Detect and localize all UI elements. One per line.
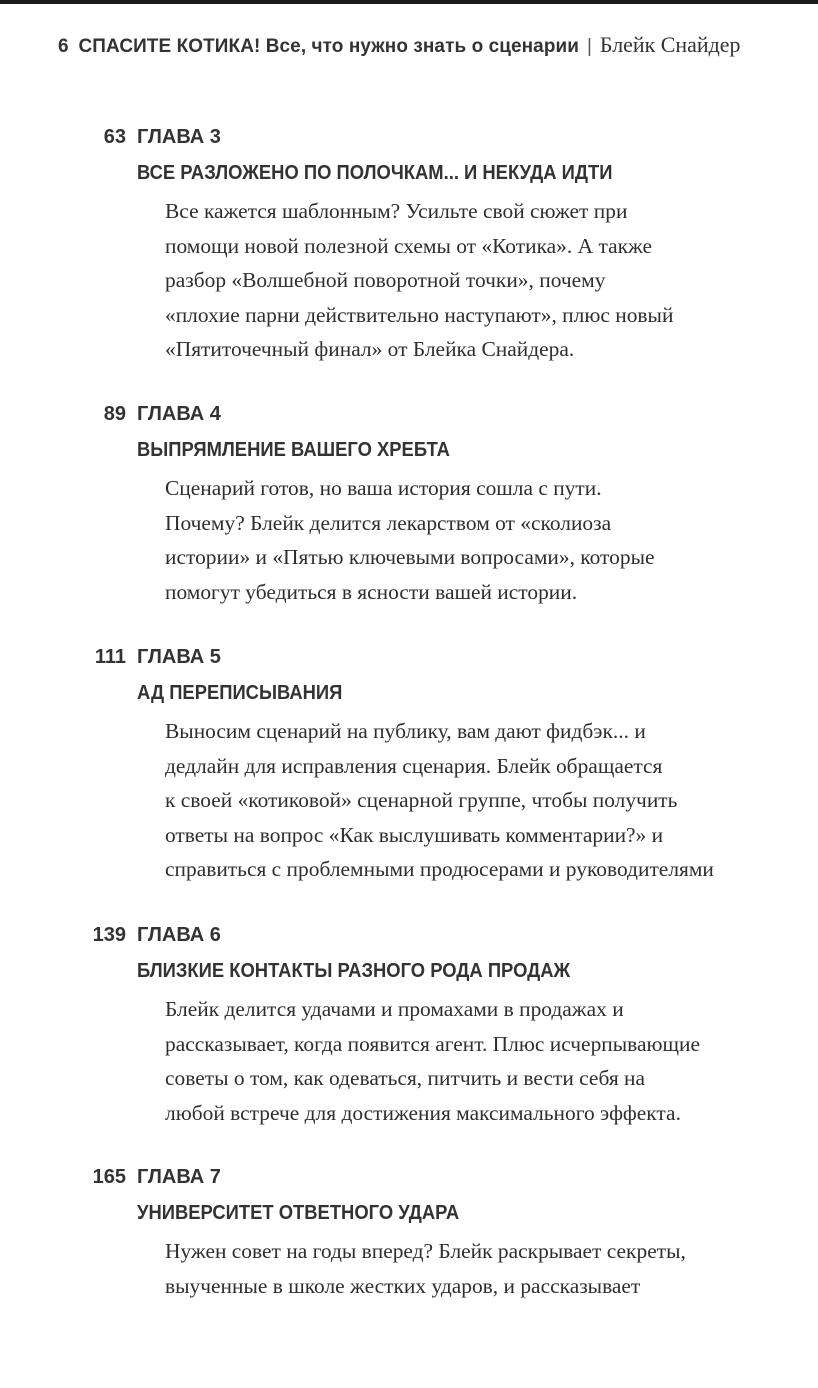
toc-page-number: 165: [92, 1166, 126, 1188]
description-line: Все кажется шаблонным? Усильте свой сюжет при: [165, 199, 628, 223]
description-line: Нужен совет на годы вперед? Блейк раскрывает секреты,: [165, 1239, 686, 1263]
toc-chapter-label: ГЛАВА 4: [137, 403, 221, 425]
toc-chapter-title: ВСЕ РАЗЛОЖЕНО ПО ПОЛОЧКАМ... И НЕКУДА ИДТИ: [137, 162, 613, 184]
toc-chapter-title: АД ПЕРЕПИСЫВАНИЯ: [137, 682, 343, 704]
description-line: «плохие парни действительно наступают», плюс новый: [165, 302, 674, 327]
description-line: «Пятиточечный финал» от Блейка Снайдера.: [165, 337, 575, 361]
running-head-author: Блейк Снайдер: [599, 32, 741, 57]
description-line: помощи новой полезной схемы от «Котика». А также: [165, 233, 653, 258]
description-line: помогут убедиться в ясности вашей истории.: [165, 579, 578, 604]
description-line: истории» и «Пятью ключевыми вопросами», которые: [165, 545, 655, 569]
running-head: [58, 28, 816, 62]
toc-chapter-description: [165, 992, 818, 1130]
description-line: дедлайн для исправления сценария. Блейк обращается: [165, 753, 663, 778]
toc-chapter-title: ВЫПРЯМЛЕНИЕ ВАШЕГО ХРЕБТА: [137, 439, 450, 461]
toc-chapter-title: БЛИЗКИЕ КОНТАКТЫ РАЗНОГО РОДА ПРОДАЖ: [137, 960, 571, 982]
description-line: к своей «котиковой» сценарной группе, чтобы получить: [165, 788, 678, 812]
toc-chapter-label: ГЛАВА 5: [137, 646, 221, 668]
description-line: Выносим сценарий на публику, вам дают фидбэк... и: [165, 719, 646, 743]
toc-chapter-description: [165, 471, 818, 609]
description-line: ответы на вопрос «Как выслушивать комментарии?» и: [165, 822, 664, 847]
toc-page-number: 111: [94, 646, 126, 668]
description-line: советы о том, как одеваться, питчить и вести себя на: [165, 1066, 646, 1090]
toc-chapter-label: ГЛАВА 6: [137, 924, 221, 946]
running-head-page-number: 6: [58, 36, 69, 57]
toc-page-number: 139: [92, 924, 126, 946]
toc-chapter-description: [165, 194, 818, 367]
description-line: Почему? Блейк делится лекарством от «сколиоза: [165, 510, 612, 535]
top-edge-rule: [0, 0, 818, 4]
toc-page-number: 63: [103, 126, 126, 148]
toc-chapter-label: ГЛАВА 3: [137, 126, 221, 148]
description-line: разбор «Волшебной поворотной точки», почему: [165, 268, 606, 292]
toc-chapter-description: [165, 714, 818, 887]
toc-chapter-description: [165, 1234, 818, 1303]
toc-chapter-label: ГЛАВА 7: [137, 1166, 221, 1188]
description-line: любой встрече для достижения максимального эффекта.: [165, 1100, 681, 1125]
description-line: справиться с проблемными продюсерами и руководителями: [165, 857, 714, 881]
description-line: Блейк делится удачами и промахами в продажах и: [165, 997, 624, 1021]
description-line: выученные в школе жестких ударов, и рассказывает: [165, 1273, 641, 1298]
toc-page-number: 89: [103, 403, 126, 425]
toc-chapter-title: УНИВЕРСИТЕТ ОТВЕТНОГО УДАРА: [137, 1202, 460, 1224]
running-head-book-title: СПАСИТЕ КОТИКА! Все, что нужно знать о сценарии: [78, 36, 580, 57]
description-line: рассказывает, когда появится агент. Плюс исчерпывающие: [165, 1031, 701, 1056]
running-head-separator: |: [586, 36, 592, 57]
description-line: Сценарий готов, но ваша история сошла с пути.: [165, 476, 602, 500]
